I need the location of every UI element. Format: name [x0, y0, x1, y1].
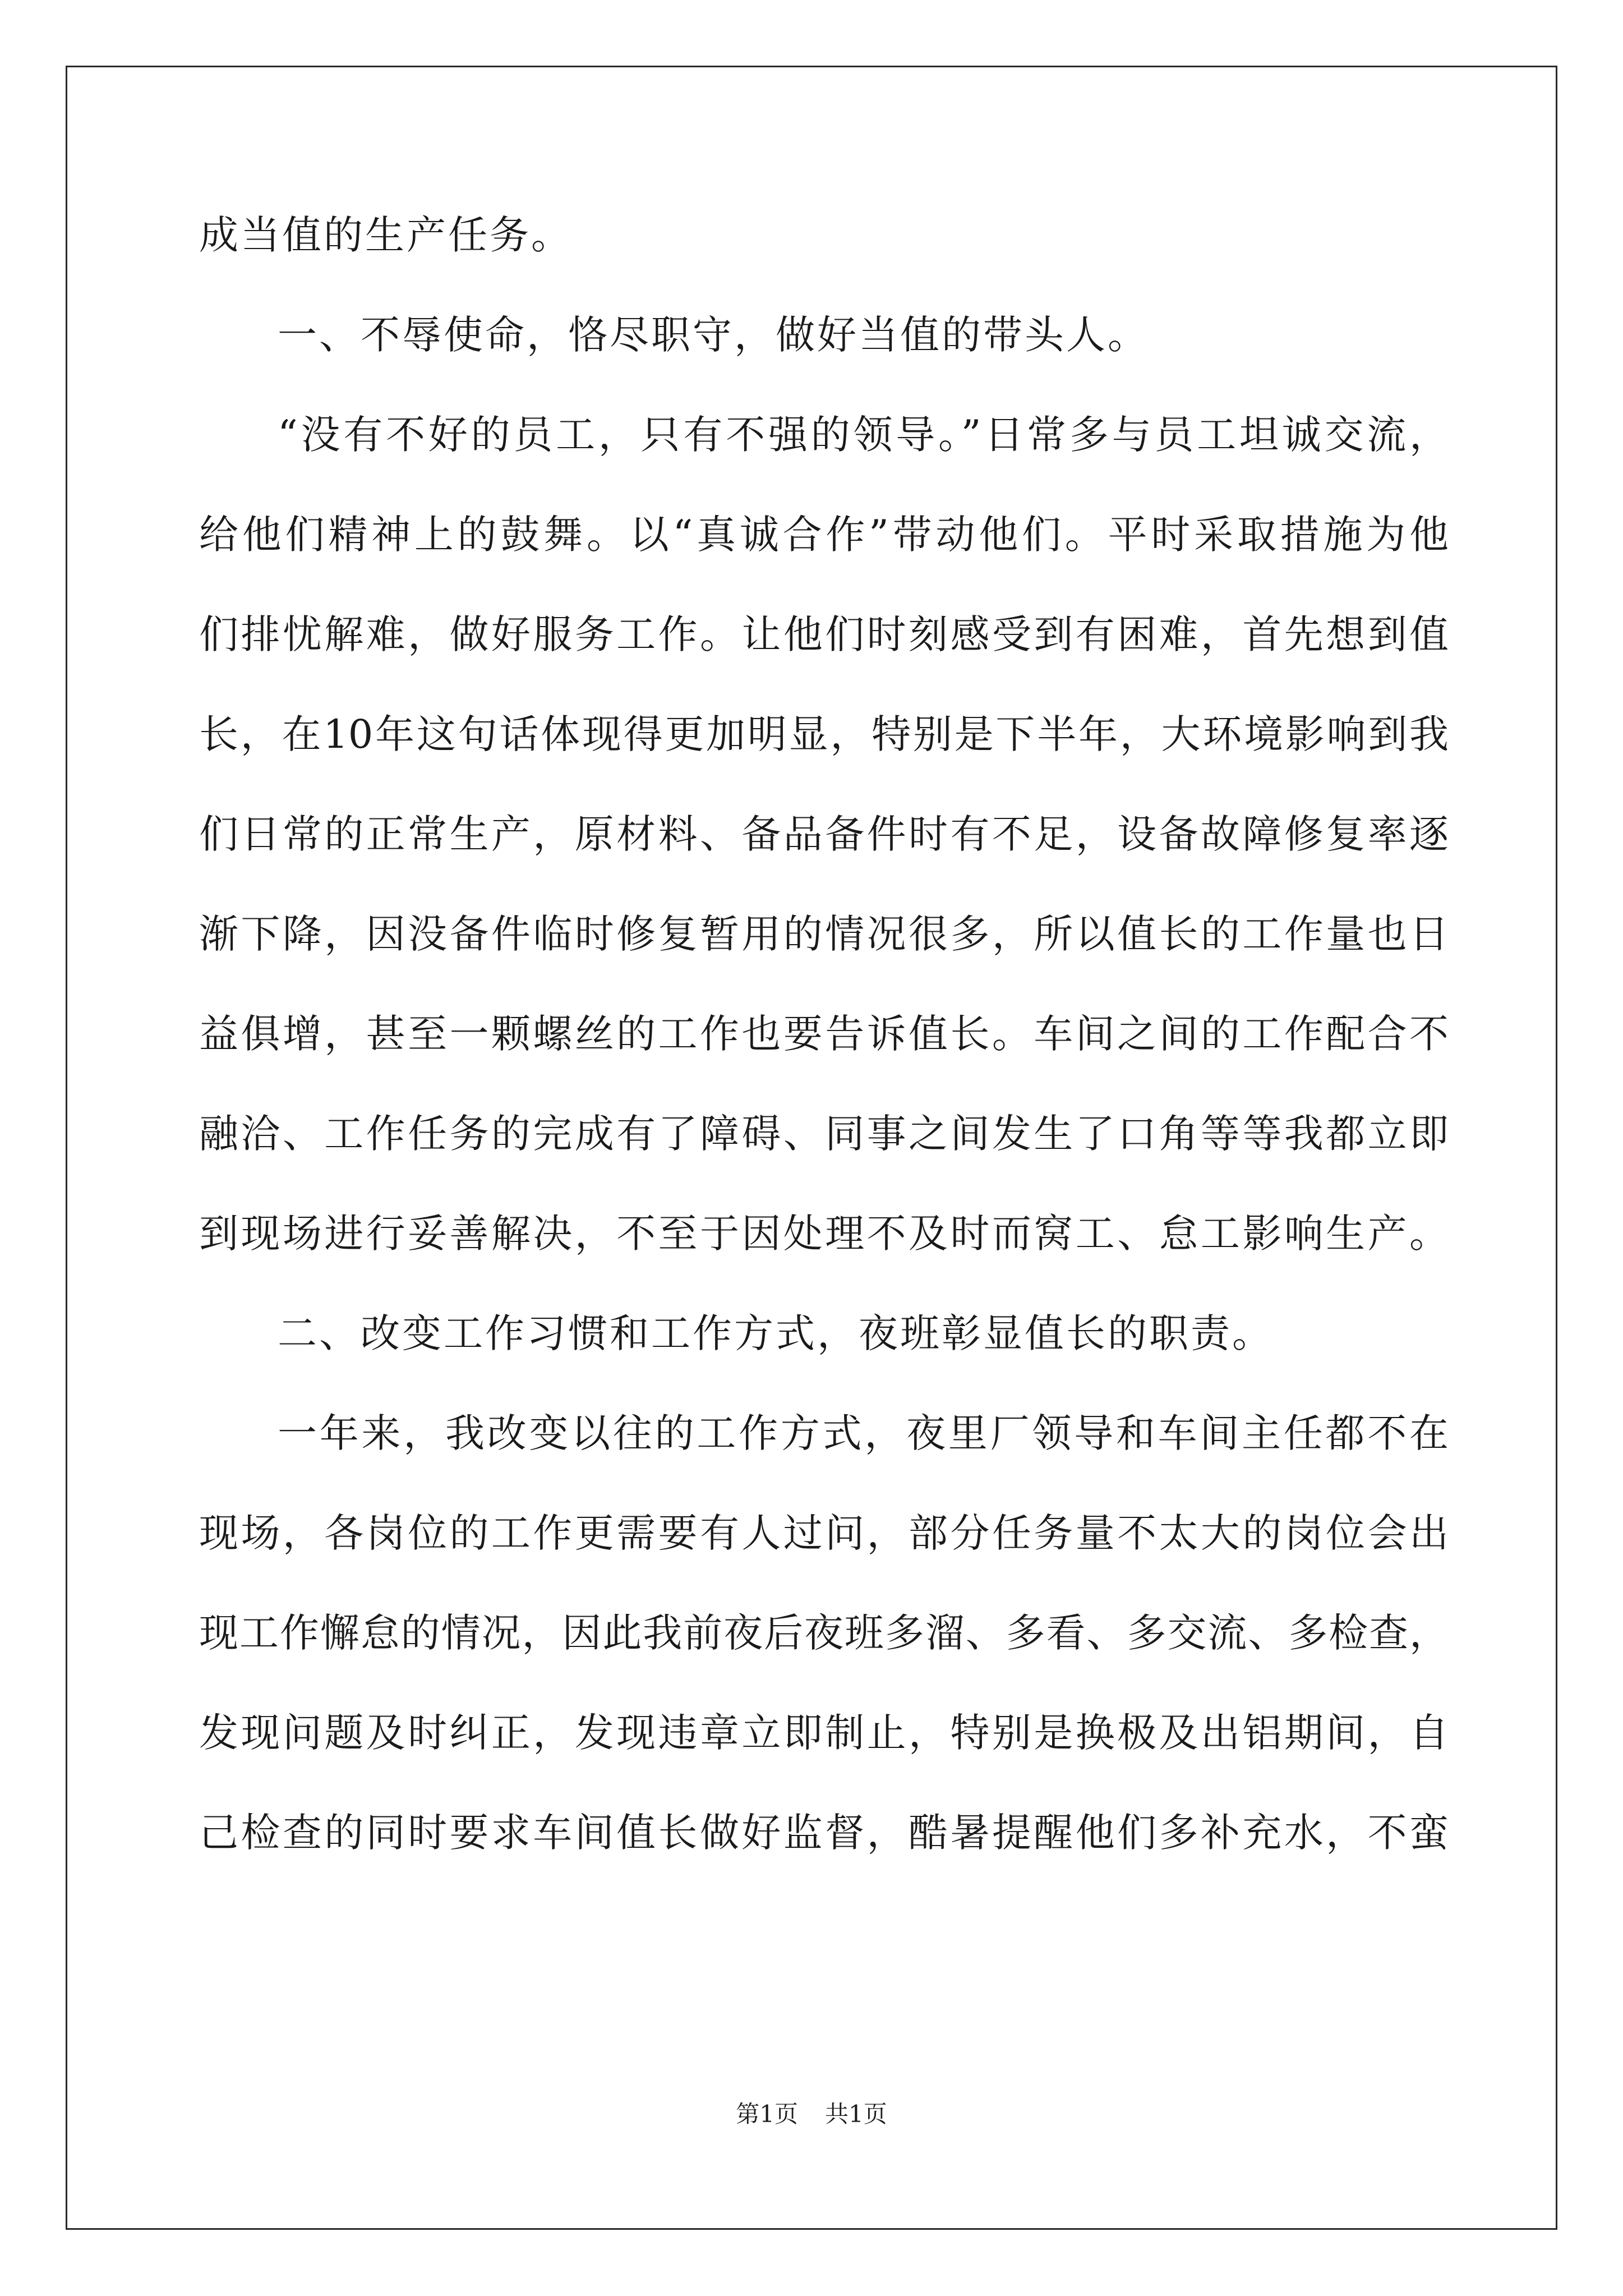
- text-line-15: 现工作懈怠的情况，因此我前夜后夜班多溜、多看、多交流、多检查，: [199, 1610, 1449, 1656]
- text-line-7: 们日常的正常生产，原材料、备品备件时有不足，设备故障修复率逐: [199, 811, 1449, 857]
- text-line-17: 己检查的同时要求车间值长做好监督，酷暑提醒他们多补充水，不蛮: [199, 1810, 1449, 1856]
- text-line-9: 益俱增，甚至一颗螺丝的工作也要告诉值长。车间之间的工作配合不: [199, 1011, 1449, 1057]
- text-line-3: “没有不好的员工，只有不强的领导。”日常多与员工坦诚交流，: [278, 412, 1449, 458]
- text-line-5: 们排忧解难，做好服务工作。让他们时刻感受到有困难，首先想到值: [199, 611, 1449, 657]
- page-total: 共1页: [825, 2100, 887, 2128]
- text-line-16: 发现问题及时纠正，发现违章立即制止，特别是换极及出铝期间，自: [199, 1710, 1449, 1756]
- section-heading-1: 一、不辱使命，恪尽职守，做好当值的带头人。: [278, 312, 1149, 358]
- text-line-13: 一年来，我改变以往的工作方式，夜里厂领导和车间主任都不在: [278, 1410, 1449, 1456]
- text-line-11: 到现场进行妥善解决，不至于因处理不及时而窝工、怠工影响生产。: [199, 1211, 1449, 1257]
- text-line-6: 长，在10年这句话体现得更加明显，特别是下半年，大环境影响到我: [199, 711, 1449, 757]
- page-footer: [0, 2102, 1623, 2126]
- text-line-4: 给他们精神上的鼓舞。以“真诚合作”带动他们。平时采取措施为他: [199, 512, 1449, 558]
- text-line-8: 渐下降，因没备件临时修复暂用的情况很多，所以值长的工作量也日: [199, 911, 1449, 957]
- text-line-1: 成当值的生产任务。: [199, 212, 573, 258]
- section-heading-2: 二、改变工作习惯和工作方式，夜班彰显值长的职责。: [278, 1310, 1274, 1356]
- page-number: 第1页: [736, 2100, 798, 2128]
- text-line-10: 融洽、工作任务的完成有了障碍、同事之间发生了口角等等我都立即: [199, 1111, 1449, 1157]
- text-line-14: 现场，各岗位的工作更需要有人过问，部分任务量不太大的岗位会出: [199, 1510, 1449, 1556]
